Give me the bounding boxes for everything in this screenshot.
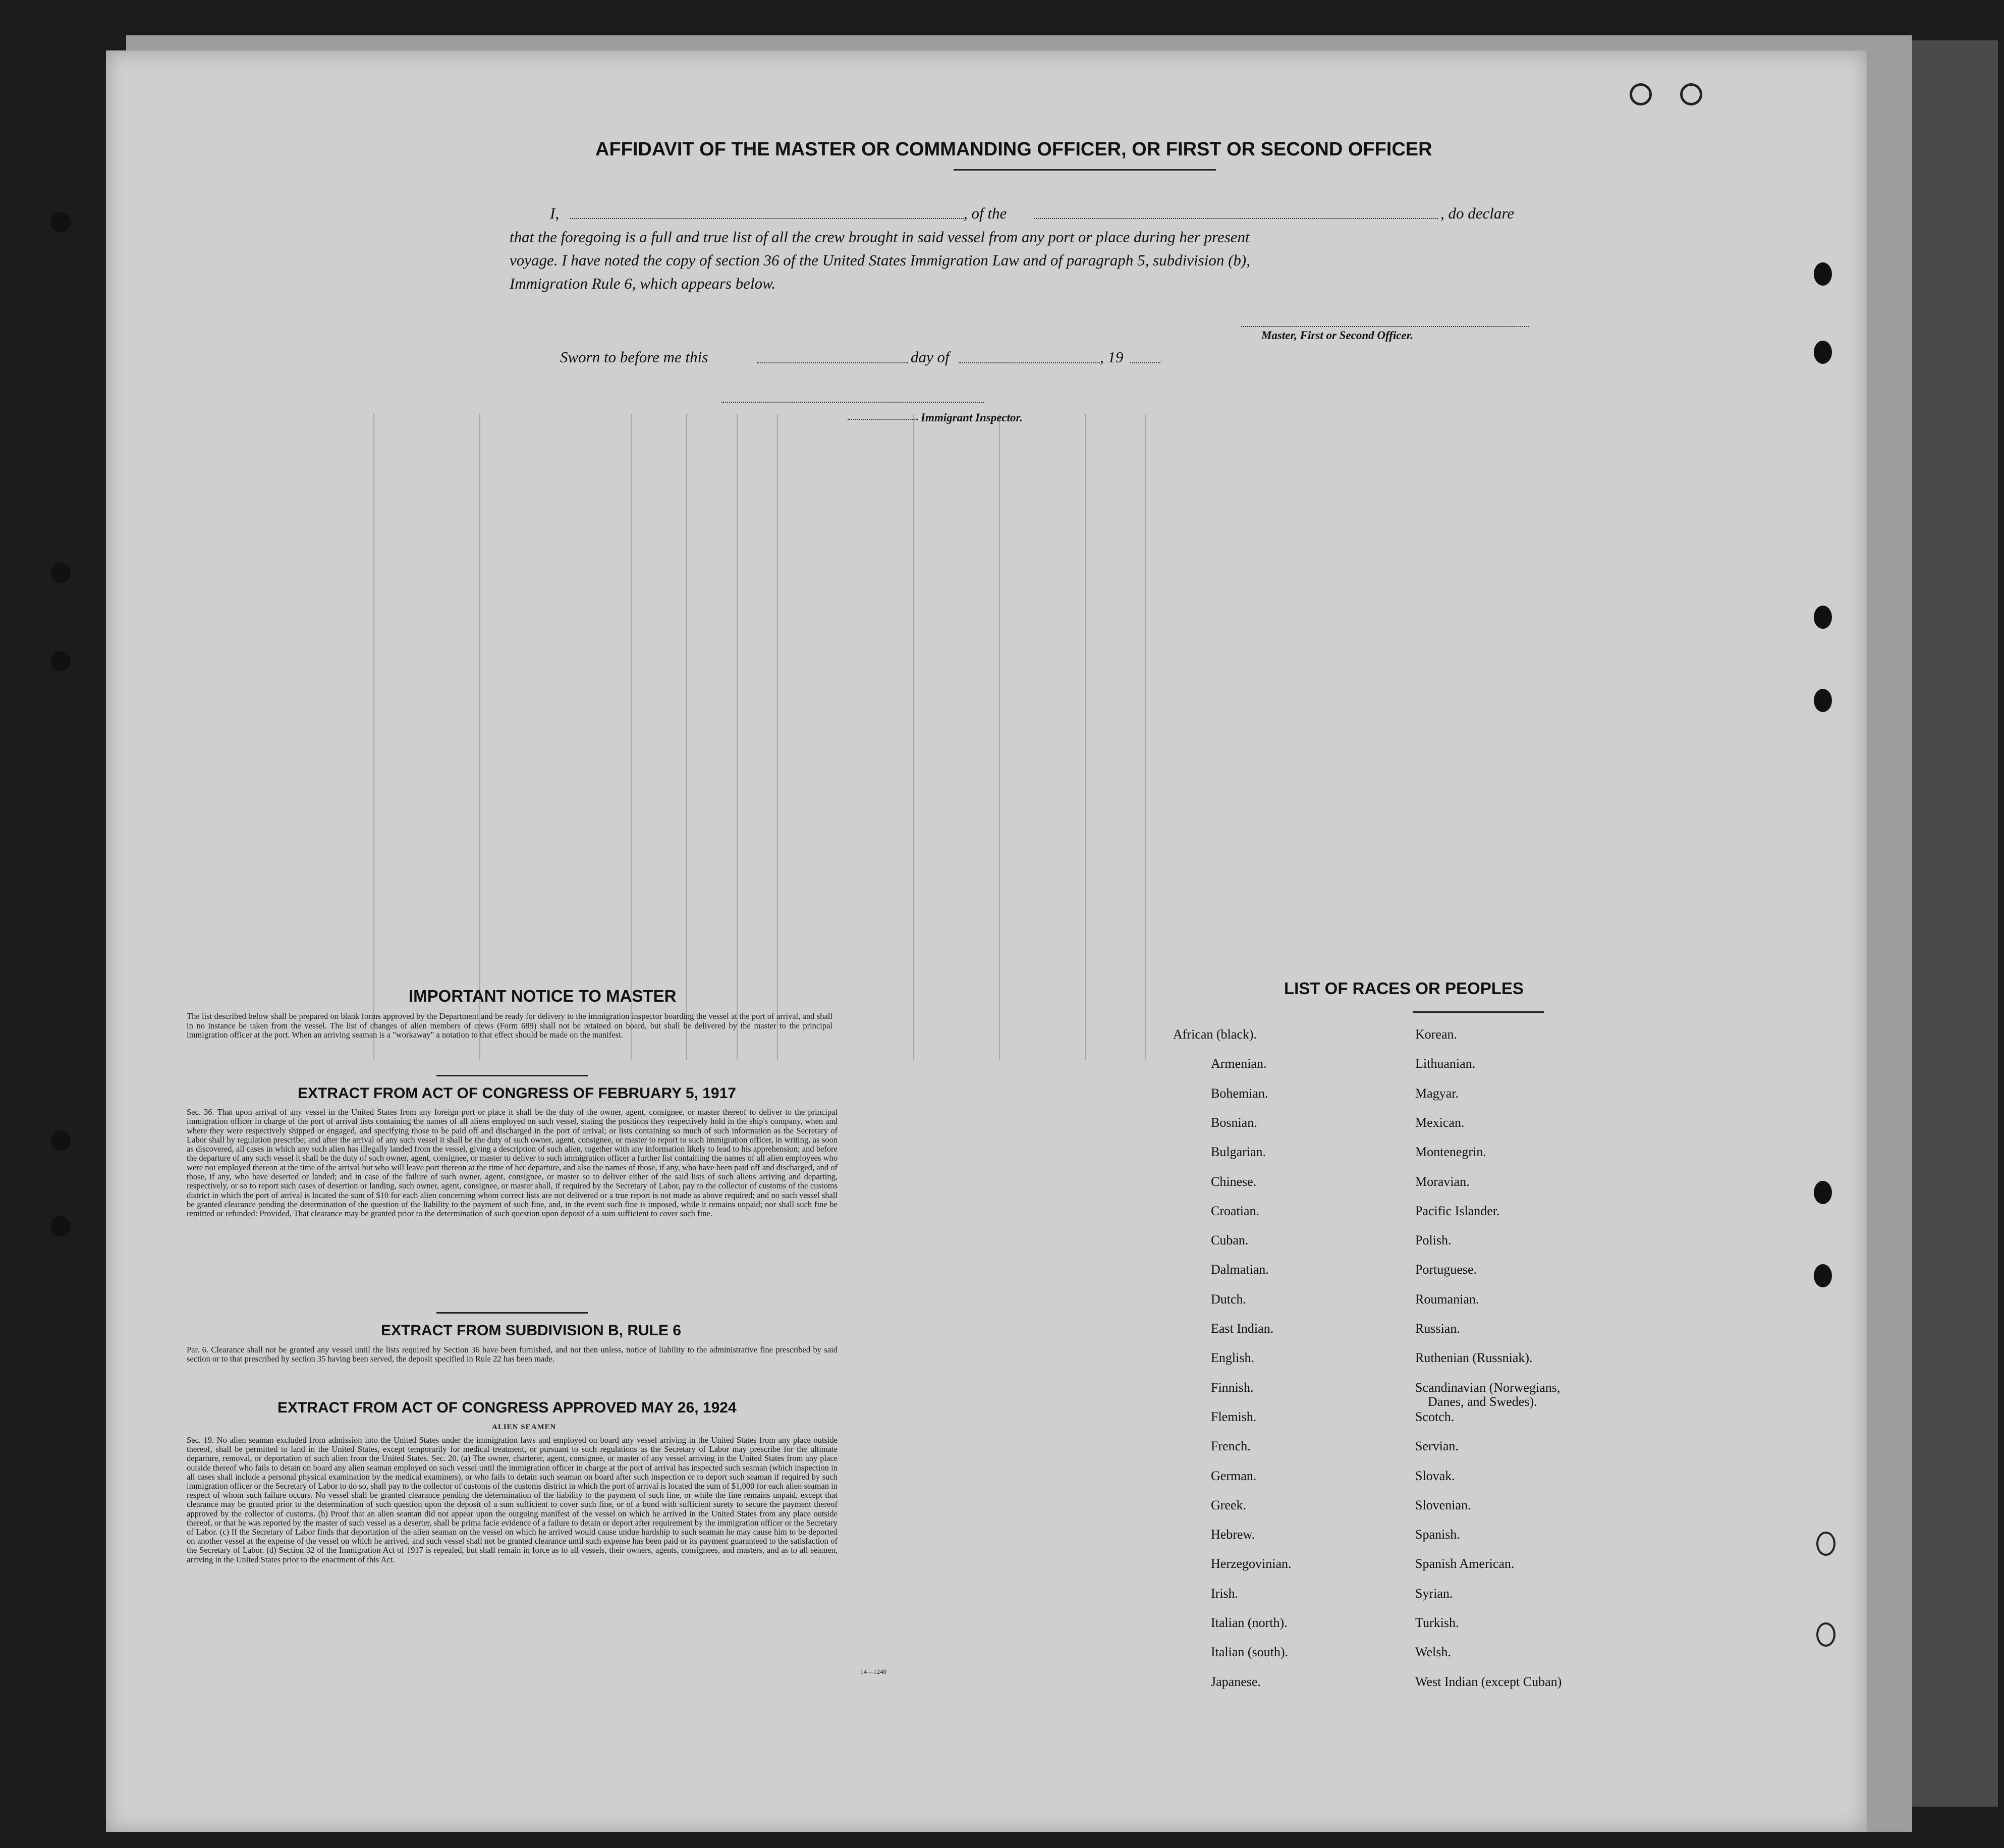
section-rule <box>436 1312 588 1314</box>
affidavit-of-the: , of the <box>964 204 1007 222</box>
affidavit-line-2: that the foregoing is a full and true list of all the crew brought in said vessel from any port or place during her present <box>510 228 1250 246</box>
race-item-right: Pacific Islander. <box>1415 1203 1500 1218</box>
race-item-left: Irish. <box>1211 1586 1239 1601</box>
affidavit-i: I, <box>550 204 560 222</box>
notice-title: IMPORTANT NOTICE TO MASTER <box>409 987 677 1005</box>
ghost-column-line <box>777 414 778 1060</box>
punch-hole <box>1814 689 1832 712</box>
race-item-right: Magyar. <box>1415 1085 1459 1101</box>
extract-1917-title: EXTRACT FROM ACT OF CONGRESS OF FEBRUARY 5, 1917 <box>298 1085 736 1102</box>
ghost-column-line <box>686 414 687 1060</box>
race-item-left: Greek. <box>1211 1497 1247 1512</box>
punch-hole <box>50 1130 71 1151</box>
race-item-left: German. <box>1211 1468 1257 1483</box>
inspector-signature-line <box>721 402 984 403</box>
race-item-right: Slovak. <box>1415 1468 1455 1483</box>
sworn-year-line <box>1130 362 1160 363</box>
vessel-fill-line <box>1034 218 1438 219</box>
punch-hole <box>50 1216 71 1236</box>
race-item-right: Syrian. <box>1415 1586 1453 1601</box>
race-item-right: Servian. <box>1415 1439 1459 1454</box>
ghost-column-line <box>999 414 1000 1060</box>
ghost-column-line <box>737 414 738 1060</box>
race-item-left: Hebrew. <box>1211 1527 1255 1542</box>
clip-mark <box>1816 1532 1835 1556</box>
notice-body: The list described below shall be prepared on blank forms approved by the Department and be ready for delivery to the immigration inspector boarding the vessel at the port of arrival, and shall in no instance be taken from the vessel. The list of changes of alien members of crews (Form 689) shall not be retained on board, but shall be delivered by the master to the principal immigration officer at the port. When an arriving seaman is a "workaway" a notation to that effect should be made on the manifest. <box>187 1011 832 1040</box>
race-item-right: Lithuanian. <box>1415 1056 1476 1071</box>
alien-seamen-subtitle: ALIEN SEAMEN <box>492 1423 556 1431</box>
ring-hole <box>1630 83 1652 105</box>
race-item-left: Chinese. <box>1211 1174 1257 1189</box>
races-title: LIST OF RACES OR PEOPLES <box>1284 979 1524 998</box>
ghost-column-line <box>631 414 632 1060</box>
race-item-right: West Indian (except Cuban) <box>1415 1674 1562 1689</box>
year-prefix: , 19 <box>1100 348 1124 366</box>
race-item-right: Turkish. <box>1415 1615 1459 1630</box>
sworn-text: Sworn to before me this <box>560 348 708 366</box>
ghost-column-line <box>913 414 914 1060</box>
day-of-text: day of <box>911 348 950 366</box>
race-item-left: Cuban. <box>1211 1233 1249 1248</box>
form-number: 14—1240 <box>860 1668 886 1675</box>
race-item-right: Scotch. <box>1415 1409 1455 1424</box>
race-item-right: Roumanian. <box>1415 1291 1479 1307</box>
race-item-left: Herzegovinian. <box>1211 1556 1292 1571</box>
affidavit-line-4: Immigration Rule 6, which appears below. <box>510 275 776 292</box>
race-item-left: Flemish. <box>1211 1409 1257 1424</box>
race-item-left: African (black). <box>1173 1027 1257 1042</box>
inspector-short-line <box>848 419 918 420</box>
affidavit-declare: , do declare <box>1440 204 1515 222</box>
race-item-right: Polish. <box>1415 1233 1452 1248</box>
race-item-right: Spanish American. <box>1415 1556 1515 1571</box>
clip-mark <box>1816 1622 1835 1647</box>
affidavit-title: AFFIDAVIT OF THE MASTER OR COMMANDING OFFICER, OR FIRST OR SECOND OFFICER <box>595 139 1432 160</box>
race-item-right: Welsh. <box>1415 1645 1451 1660</box>
race-item-left: English. <box>1211 1350 1254 1366</box>
punch-hole <box>1814 606 1832 629</box>
race-item-left: Dutch. <box>1211 1291 1247 1307</box>
race-item-left: Bohemian. <box>1211 1085 1268 1101</box>
extract-1924-body: Sec. 19. No alien seaman excluded from admission into the United States under the immigration laws and employed on board any vessel arriving in the United States from any place outside thereof, shall be permitted to land in the United States, except temporarily for medical treatment, or pursuant to such regulations as the Secretary of Labor may prescribe for the ultimate departure, removal, or deportation of such alien from the United States. Sec. 20. (a) The owner, charterer, agent, consignee, or master of any vessel arriving in the United States from any place outside thereof who fails to detain on board any alien seaman employed on such vessel until the immigration officer in charge at the port of arrival has inspected such seaman (which inspection in all cases shall include a personal physical examination by the medical examiners), or who fails to detain such seaman on board after such inspection or to deport such seaman if required by such immigration officer or the Secretary of Labor to do so, shall pay to the collector of customs of the customs district in which the port of arrival is located the sum of $1,000 for each alien seaman in respect of whom such failure occurs. No vessel shall be granted clearance pending the determination of the liability to the payment of such fine, or while the fine remains unpaid, except that clearance may be granted prior to the determination of such question upon the deposit of a sum sufficient to cover such fine, or of a bond with sufficient surety to secure the payment thereof approved by the collector of customs. (b) Proof that an alien seaman did not appear upon the outgoing manifest of the vessel on which he arrived in the United States from any place outside thereof, or that he was reported by the master of such vessel as a deserter, shall be prima facie evidence of a failure to detain or deport after requirement by the immigration officer or the Secretary of Labor. (c) If the Secretary of Labor finds that deportation of the alien seaman on the vessel on which he arrived would cause undue hardship to such seaman he may cause him to be deported on another vessel at the expense of the vessel on which he arrived, and such vessel shall not be granted clearance until such expense has been paid or its payment guaranteed to the satisfaction of the Secretary of Labor. (d) Section 32 of the Immigration Act of 1917 is repealed, but shall remain in force as to all vessels, their owners, agents, consignees, and masters, and as to all seamen, arriving in the United States prior to the enactment of this Act. <box>187 1435 838 1564</box>
race-item-left: East Indian. <box>1211 1321 1274 1336</box>
race-item-left: Croatian. <box>1211 1203 1260 1218</box>
race-item-left: Dalmatian. <box>1211 1262 1269 1277</box>
master-label: Master, First or Second Officer. <box>1261 329 1414 342</box>
race-item-right: Korean. <box>1415 1027 1458 1042</box>
race-item-left: Bosnian. <box>1211 1115 1257 1130</box>
race-item-left: French. <box>1211 1439 1251 1454</box>
punch-hole <box>50 212 71 232</box>
races-rule <box>1413 1011 1544 1013</box>
race-item-right: Scandinavian (Norwegians, <box>1415 1380 1561 1395</box>
race-item-left: Finnish. <box>1211 1380 1254 1395</box>
punch-hole <box>1814 1181 1832 1204</box>
title-rule <box>954 169 1216 171</box>
ghost-column-line <box>1145 414 1146 1060</box>
punch-hole <box>1814 341 1832 364</box>
race-item-right: Danes, and Swedes). <box>1428 1394 1537 1409</box>
section-rule <box>436 1075 588 1076</box>
ghost-column-line <box>373 414 374 1060</box>
ghost-column-line <box>1085 414 1086 1060</box>
race-item-right: Russian. <box>1415 1321 1460 1336</box>
race-item-left: Bulgarian. <box>1211 1145 1266 1160</box>
punch-hole <box>50 651 71 671</box>
race-item-right: Ruthenian (Russniak). <box>1415 1350 1533 1366</box>
race-item-right: Portuguese. <box>1415 1262 1477 1277</box>
extract-rule6-title: EXTRACT FROM SUBDIVISION B, RULE 6 <box>381 1322 682 1339</box>
race-item-right: Slovenian. <box>1415 1497 1471 1512</box>
race-item-left: Italian (south). <box>1211 1645 1289 1660</box>
punch-hole <box>1814 262 1832 286</box>
name-fill-line <box>570 218 964 219</box>
sworn-month-line <box>959 362 1100 363</box>
extract-1924-title: EXTRACT FROM ACT OF CONGRESS APPROVED MAY 26, 1924 <box>277 1399 737 1416</box>
race-item-left: Italian (north). <box>1211 1615 1288 1630</box>
punch-hole <box>50 563 71 583</box>
race-item-left: Japanese. <box>1211 1674 1261 1689</box>
affidavit-line-3: voyage. I have noted the copy of section 36 of the United States Immigration Law and of paragraph 5, subdivision (b), <box>510 251 1250 269</box>
race-item-right: Montenegrin. <box>1415 1145 1486 1160</box>
sworn-day-line <box>757 362 908 363</box>
master-signature-line <box>1241 326 1529 327</box>
race-item-right: Moravian. <box>1415 1174 1470 1189</box>
race-item-left: Armenian. <box>1211 1056 1267 1071</box>
race-item-right: Spanish. <box>1415 1527 1460 1542</box>
extract-1917-body: Sec. 36. That upon arrival of any vessel in the United States from any foreign port or place it shall be the duty of the owner, agent, consignee, or master thereof to deliver to the principal immigration officer in charge of the port of arrival lists containing the names of all aliens employed on such vessel, stating the positions they respectively hold in the ship's company, when and where they were respectively shipped or engaged, and specifying those to be paid off and discharged in the port of arrival; or lists containing so much of such information as the Secretary of Labor shall by regulation prescribe; and after the arrival of any such vessel it shall be the duty of such owner, agent, consignee, or master to report to such immigration officer, in writing, as soon as discovered, all cases in which any such alien has illegally landed from the vessel, giving a description of such alien, together with any information likely to lead to his apprehension; and before the departure of any such vessel it shall be the duty of such owner, agent, consignee, or master to deliver to such immigration officer a further list containing the names of all alien employees who were not employed thereon at the time of the arrival but who will leave port thereon at the time of her departure, and also the names of those, if any, who have been paid off and discharged, and of those, if any, who have deserted or landed; and in case of the failure of such owner, agent, consignee, or master so to deliver either of the said lists of such aliens arriving and departing, respectively, or so to report such cases of desertion or landing, such owner, agent, consignee, or master shall, if required by the Secretary of Labor, pay to the collector of customs of the customs district in which the port of arrival is located the sum of $10 for each alien concerning whom correct lists are not delivered or a true report is not made as above required; and no such vessel shall be granted clearance pending the determination of the question of the liability to the payment of such fine, and, in the event such fine is imposed, while it remains unpaid; nor shall such fine be remitted or refunded: Provided, That clearance may be granted prior to the determination of such question upon deposit of a sum sufficient to cover such fine. <box>187 1107 838 1219</box>
inspector-label: Immigrant Inspector. <box>921 411 1023 424</box>
ghost-column-line <box>479 414 480 1060</box>
ring-hole <box>1680 83 1702 105</box>
race-item-right: Mexican. <box>1415 1115 1465 1130</box>
manifest-page <box>106 50 1867 1832</box>
punch-hole <box>1814 1264 1832 1287</box>
extract-rule6-body: Par. 6. Clearance shall not be granted any vessel until the lists required by Section 36 have been furnished, and not then unless, notice of liability to the administrative fine prescribed by said section or to that prescribed by section 35 having been served, the deposit specified in Rule 22 has been made. <box>187 1345 838 1364</box>
